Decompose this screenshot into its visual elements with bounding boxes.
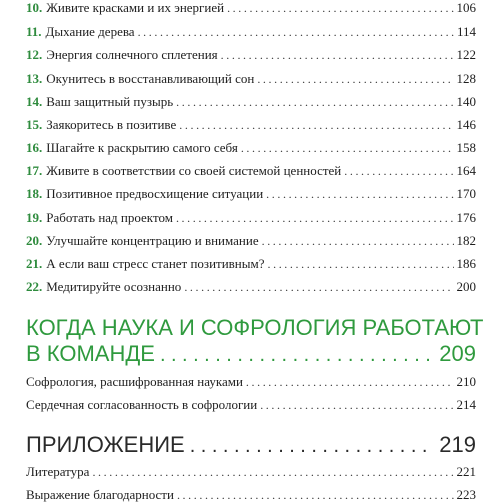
entry-title: Выражение благодарности: [26, 487, 174, 502]
chapter-number: 12.: [26, 47, 43, 62]
chapter-title: Медитируйте осознанно: [46, 279, 182, 294]
chapter-number: 20.: [26, 233, 43, 248]
chapter-title: Энергия солнечного сплетения: [46, 47, 218, 62]
page-number: 223: [456, 487, 476, 502]
dot-leader: [184, 281, 453, 293]
dot-leader: [179, 119, 453, 131]
section-heading-science[interactable]: [26, 313, 484, 366]
chapter-title: Улучшайте концентрацию и внимание: [46, 233, 259, 248]
entry-title: Софрология, расшифрованная науками: [26, 374, 243, 389]
page-number: 221: [456, 464, 476, 479]
chapter-number: 22.: [26, 279, 43, 294]
section-heading-text: ПРИЛОЖЕНИЕ: [26, 432, 185, 457]
section-heading-text: В КОМАНДЕ: [26, 341, 155, 366]
dot-leader: [92, 466, 453, 478]
chapter-title: Живите красками и их энергией: [46, 0, 225, 15]
toc-entry-21[interactable]: [26, 250, 476, 270]
dot-leader: [160, 345, 434, 365]
dot-leader: [246, 376, 454, 388]
chapter-title: Позитивное предвосхищение ситуации: [46, 186, 264, 201]
chapter-number: 21.: [26, 256, 43, 271]
dot-leader: [176, 212, 454, 224]
toc-entry-cardiac-coherence[interactable]: [26, 391, 476, 411]
chapter-title: А если ваш стресс станет позитивным?: [46, 256, 265, 271]
page-number: 210: [456, 374, 476, 389]
toc-entry-18[interactable]: [26, 180, 476, 200]
page-number: 214: [456, 397, 476, 412]
toc-entry-13[interactable]: [26, 65, 476, 85]
chapter-number: 18.: [26, 186, 43, 201]
toc-entry-12[interactable]: [26, 41, 476, 61]
chapter-number: 19.: [26, 210, 43, 225]
toc-entry-14[interactable]: [26, 88, 476, 108]
chapter-number: 10.: [26, 0, 43, 15]
section-heading-appendix[interactable]: [26, 430, 476, 456]
dot-leader: [241, 142, 454, 154]
dot-leader: [268, 258, 454, 270]
table-of-contents: [26, 0, 484, 502]
page-number: 200: [456, 279, 476, 294]
toc-entry-11[interactable]: [26, 18, 476, 38]
page-number: 186: [456, 256, 476, 271]
page-number: 140: [456, 94, 476, 109]
page-number: 176: [456, 210, 476, 225]
entry-title: Литература: [26, 464, 90, 479]
toc-entry-19[interactable]: [26, 204, 476, 224]
chapter-number: 14.: [26, 94, 43, 109]
section-heading-line: [26, 430, 476, 456]
chapter-title: Работать над проектом: [46, 210, 173, 225]
dot-leader: [262, 235, 454, 247]
chapter-title: Заякоритесь в позитиве: [46, 117, 177, 132]
toc-entry-17[interactable]: [26, 157, 476, 177]
dot-leader: [344, 165, 453, 177]
dot-leader: [257, 73, 453, 85]
toc-entry-acknowledgements[interactable]: [26, 481, 476, 501]
chapter-title: Окунитесь в восстанавливающий сон: [46, 71, 255, 86]
dot-leader: [190, 436, 435, 456]
chapter-title: Живите в соответствии со своей системой ценностей: [46, 163, 342, 178]
page-number: 158: [456, 140, 476, 155]
chapter-number: 13.: [26, 71, 43, 86]
chapter-title: Ваш защитный пузырь: [46, 94, 174, 109]
section-page-number: 209: [439, 341, 476, 366]
section-heading-line1: КОГДА НАУКА И СОФРОЛОГИЯ РАБОТАЮТ: [26, 315, 484, 340]
page-number: 122: [456, 47, 476, 62]
toc-entry-16[interactable]: [26, 134, 476, 154]
dot-leader: [260, 399, 453, 411]
dot-leader: [176, 96, 453, 108]
page-number: 128: [456, 71, 476, 86]
chapter-number: 15.: [26, 117, 43, 132]
chapter-title: Дыхание дерева: [45, 24, 135, 39]
chapter-number: 17.: [26, 163, 43, 178]
dot-leader: [266, 188, 453, 200]
toc-entry-20[interactable]: [26, 227, 476, 247]
section-heading-line2: [26, 339, 476, 365]
page-number: 146: [456, 117, 476, 132]
chapter-title: Шагайте к раскрытию самого себя: [46, 140, 238, 155]
dot-leader: [177, 489, 454, 501]
page-number: 114: [456, 24, 476, 39]
entry-title: Сердечная согласованность в софрологии: [26, 397, 258, 412]
dot-leader: [221, 49, 454, 61]
toc-entry-10[interactable]: [26, 0, 476, 14]
page-number: 164: [456, 163, 476, 178]
toc-entry-22[interactable]: [26, 273, 476, 293]
section-page-number: 219: [439, 432, 476, 457]
chapter-number: 16.: [26, 140, 43, 155]
page-number: 170: [456, 186, 476, 201]
dot-leader: [138, 26, 454, 38]
page-number: 106: [456, 0, 476, 15]
toc-entry-literature[interactable]: [26, 458, 476, 478]
toc-entry-15[interactable]: [26, 111, 476, 131]
chapter-number: 11.: [26, 24, 42, 39]
toc-entry-sophrology-sciences[interactable]: [26, 368, 476, 388]
page-number: 182: [456, 233, 476, 248]
dot-leader: [227, 2, 453, 14]
